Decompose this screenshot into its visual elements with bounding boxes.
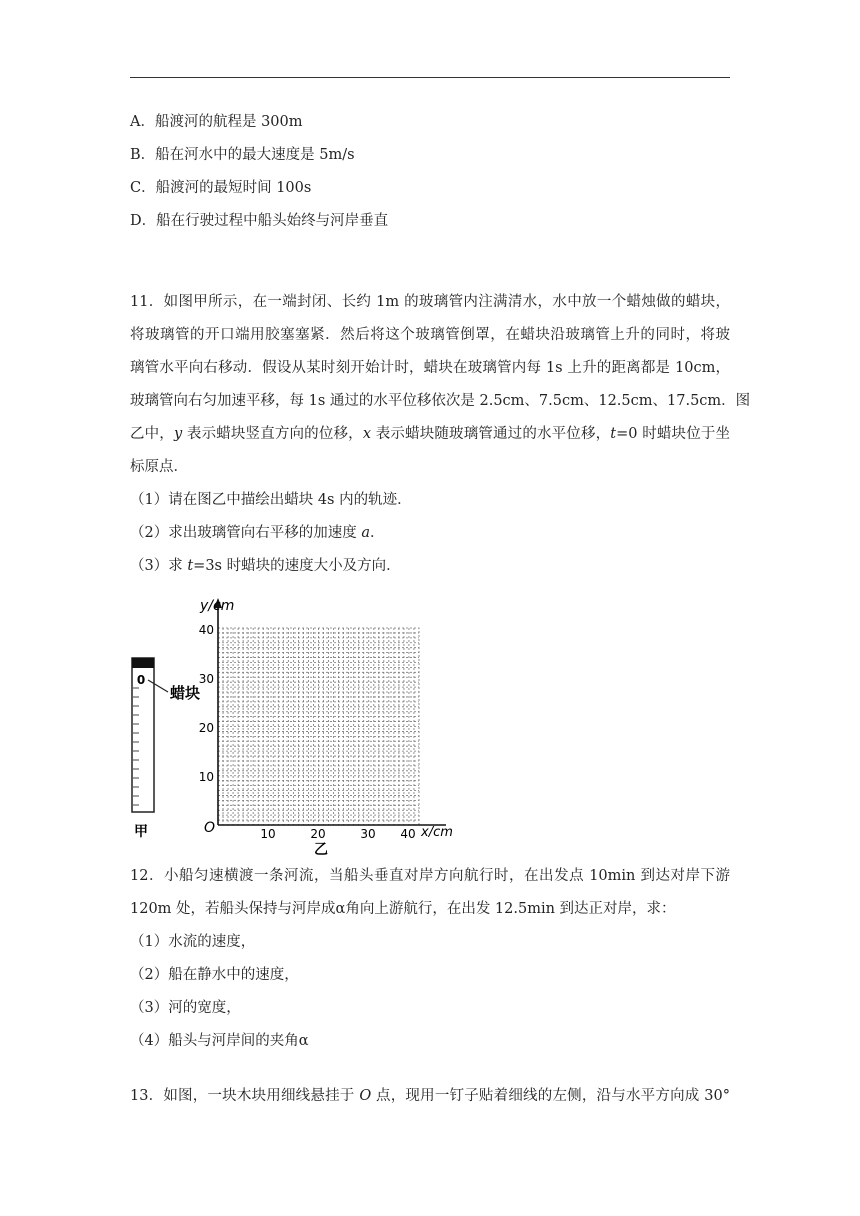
tube-zero-mark: 0 bbox=[136, 673, 146, 687]
x-tick-20: 20 bbox=[310, 827, 326, 841]
figure-jia-yi bbox=[128, 588, 458, 856]
q12-line-2: 120m 处，若船头保持与河岸成α角向上游航行，在出发 12.5min 到达正对岸，求： bbox=[130, 901, 676, 917]
caption-yi: 乙 bbox=[314, 842, 328, 856]
y-tick-10: 10 bbox=[198, 770, 214, 784]
origin-label: O bbox=[204, 820, 216, 836]
option-c: C．船渡河的最短时间 100s bbox=[130, 180, 312, 196]
option-d: D．船在行驶过程中船头始终与河岸垂直 bbox=[130, 213, 389, 229]
q12-sub-1: （1）水流的速度， bbox=[130, 934, 256, 950]
header-rule bbox=[130, 77, 730, 78]
x-tick-30: 30 bbox=[360, 827, 376, 841]
q11-line-1: 11．如图甲所示，在一端封闭、长约 1m 的玻璃管内注满清水，水中放一个蜡烛做的蜡块， bbox=[130, 294, 730, 310]
q12-sub-3: （3）河的宽度， bbox=[130, 1000, 241, 1016]
tube-label: 蜡块 bbox=[170, 684, 201, 702]
y-axis-label: y/cm bbox=[200, 598, 235, 614]
q12-line-1: 12．小船匀速横渡一条河流，当船头垂直对岸方向航行时，在出发点 10min 到达对岸下游 bbox=[130, 868, 730, 884]
y-tick-30: 30 bbox=[198, 672, 214, 686]
q11-sub-1: （1）请在图乙中描绘出蜡块 4s 内的轨迹． bbox=[130, 492, 412, 508]
q12-sub-4: （4）船头与河岸间的夹角α bbox=[130, 1033, 309, 1049]
q11-line-3: 璃管水平向右移动．假设从某时刻开始计时，蜡块在玻璃管内每 1s 上升的距离都是 10cm， bbox=[130, 360, 730, 376]
option-a: A．船渡河的航程是 300m bbox=[130, 114, 303, 130]
y-tick-40: 40 bbox=[198, 623, 214, 637]
q11-sub-3: （3）求 t=3s 时蜡块的速度大小及方向． bbox=[130, 558, 401, 574]
q11-line-5: 乙中，y 表示蜡块竖直方向的位移，x 表示蜡块随玻璃管通过的水平位移，t=0 时蜡块位于坐 bbox=[130, 426, 731, 442]
q11-sub-2: （2）求出玻璃管向右平移的加速度 a． bbox=[130, 525, 385, 541]
x-axis-label: x/cm bbox=[421, 825, 453, 840]
q11-line-6: 标原点． bbox=[130, 459, 188, 475]
q13-line-1: 13．如图，一块木块用细线悬挂于 O 点，现用一钉子贴着细线的左侧，沿与水平方向成 30° bbox=[130, 1088, 730, 1104]
grid-lines bbox=[218, 628, 419, 825]
q11-line-4: 玻璃管向右匀加速平移，每 1s 通过的水平位移依次是 2.5cm、7.5cm、12.5cm、17.5cm．图 bbox=[130, 393, 751, 409]
q11-line-2: 将玻璃管的开口端用胶塞塞紧．然后将这个玻璃管倒罩，在蜡块沿玻璃管上升的同时，将玻 bbox=[130, 327, 730, 343]
x-tick-40: 40 bbox=[400, 827, 416, 841]
option-b: B．船在河水中的最大速度是 5m/s bbox=[130, 147, 355, 163]
x-tick-10: 10 bbox=[260, 827, 276, 841]
q12-sub-2: （2）船在静水中的速度， bbox=[130, 967, 299, 983]
y-tick-20: 20 bbox=[198, 721, 214, 735]
caption-jia: 甲 bbox=[134, 824, 148, 840]
